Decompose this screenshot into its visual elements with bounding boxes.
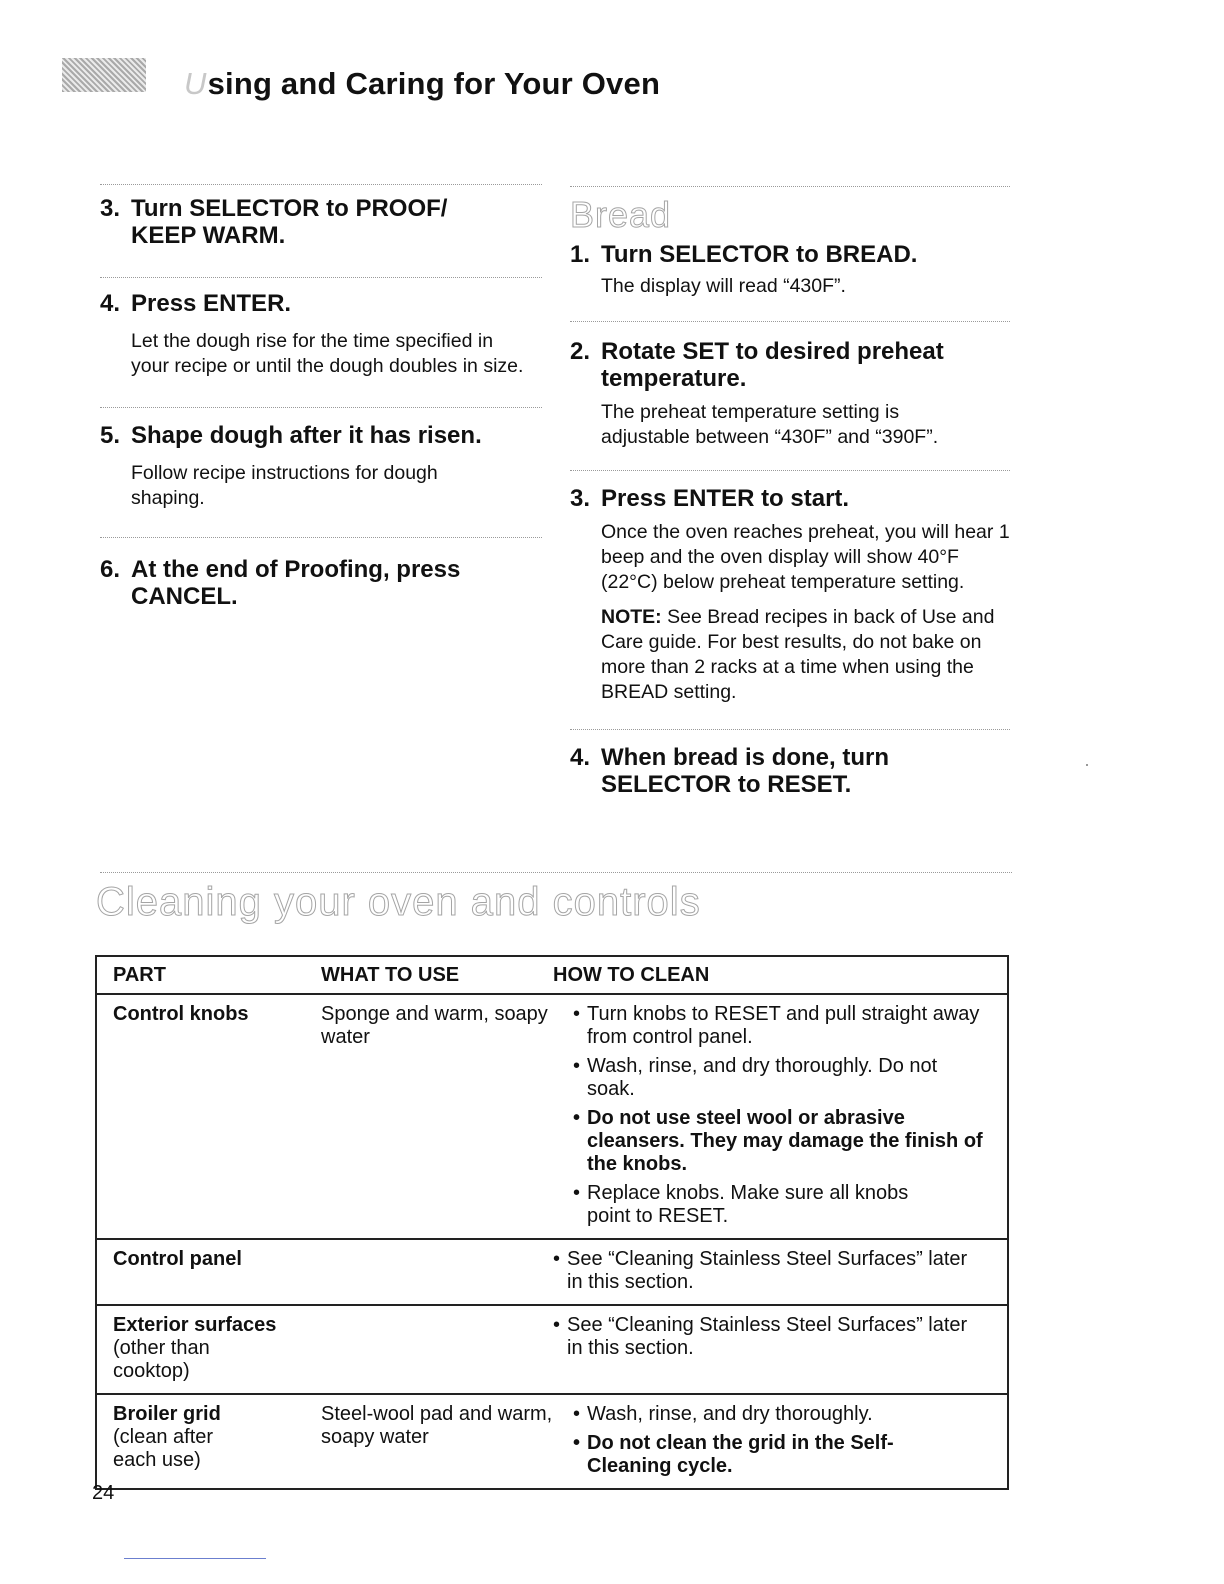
part-name: Broiler grid [113, 1403, 221, 1425]
instruction-text: Do not use steel wool or abrasive cleansers. They may damage the finish of the knobs. [587, 1107, 983, 1175]
divider [100, 184, 542, 185]
list-item: • Replace knobs. Make sure all knobs point to RESET. [573, 1182, 989, 1228]
instruction-text: Replace knobs. Make sure all knobs point to RESET. [587, 1182, 909, 1227]
step-heading: Turn SELECTOR to PROOF/ KEEP WARM. [131, 195, 448, 249]
step-description: The preheat temperature setting is adjustable between “430F” and “390F”. [601, 401, 939, 448]
how-to-clean [553, 1248, 1007, 1294]
divider [100, 537, 542, 538]
step-number: 2. [570, 338, 591, 365]
page-title-initial: U [184, 66, 207, 101]
header-logo [62, 58, 146, 92]
step-number: 6. [100, 556, 121, 583]
cleaning-table [95, 955, 1009, 1490]
step-number: 4. [570, 744, 591, 771]
what-to-use [321, 1314, 553, 1383]
stray-mark [1086, 764, 1088, 766]
what-to-use: Sponge and warm, soapy water [321, 1003, 548, 1048]
header-what-to-use: WHAT TO USE [321, 963, 460, 986]
table-header [97, 957, 1007, 995]
step-heading: When bread is done, turn SELECTOR to RESET. [601, 744, 890, 798]
how-to-clean [553, 1314, 1007, 1383]
bread-title: Bread [570, 194, 672, 235]
list-item: • Do not use steel wool or abrasive cleansers. They may damage the finish of the knobs. [573, 1107, 989, 1176]
instruction-text: See “Cleaning Stainless Steel Surfaces” later in this section. [567, 1314, 968, 1359]
table-row [97, 1306, 1007, 1395]
bread-section [570, 186, 1010, 798]
bread-note [601, 605, 1010, 705]
part-name: Exterior surfaces [113, 1314, 277, 1336]
proofing-step-4 [100, 290, 542, 379]
part-note: (clean after each use) [113, 1426, 214, 1471]
step-number: 3. [570, 485, 591, 512]
list-item: • Turn knobs to RESET and pull straight away from control panel. [573, 1003, 989, 1049]
step-number: 3. [100, 195, 121, 222]
how-to-clean [573, 1403, 1007, 1478]
table-row [97, 1395, 1007, 1488]
step-heading: Turn SELECTOR to BREAD. [601, 241, 918, 268]
what-to-use [321, 1248, 553, 1294]
list-item: • Wash, rinse, and dry thoroughly. Do not soak. [573, 1055, 989, 1101]
divider [100, 872, 1012, 873]
table-row [97, 995, 1007, 1240]
divider [570, 186, 1010, 187]
list-item: • See “Cleaning Stainless Steel Surfaces” later in this section. [553, 1314, 989, 1360]
note-text: See Bread recipes in back of Use and Care guide. For best results, do not bake on more than 2 racks at a time when using the BREAD setting. [601, 606, 995, 703]
cleaning-section-title: Cleaning your oven and controls [96, 880, 701, 924]
divider [570, 470, 1010, 471]
footer-rule [124, 1558, 266, 1559]
how-to-clean [573, 1003, 1007, 1228]
step-description: Once the oven reaches preheat, you will hear 1 beep and the oven display will show 40°F (22°C) below preheat temperature setting. [601, 521, 1010, 593]
bread-step-2 [570, 338, 1010, 450]
step-heading: Press ENTER to start. [601, 485, 850, 512]
step-heading: Press ENTER. [131, 290, 292, 317]
instruction-text: Do not clean the grid in the Self-Cleaning cycle. [587, 1432, 894, 1477]
divider [570, 321, 1010, 322]
proofing-step-3 [100, 195, 542, 249]
instruction-text: See “Cleaning Stainless Steel Surfaces” later in this section. [567, 1248, 968, 1293]
divider [570, 729, 1010, 730]
proofing-step-6 [100, 556, 542, 610]
step-number: 4. [100, 290, 121, 317]
bread-step-1 [570, 241, 1010, 299]
divider [100, 277, 542, 278]
step-heading: Rotate SET to desired preheat temperature. [601, 338, 944, 392]
proofing-steps [100, 184, 542, 610]
part-name: Control panel [113, 1248, 242, 1270]
list-item: • See “Cleaning Stainless Steel Surfaces” later in this section. [553, 1248, 989, 1294]
table-row [97, 1240, 1007, 1306]
step-description: Let the dough rise for the time specified in your recipe or until the dough doubles in size. [131, 330, 524, 377]
step-description: The display will read “430F”. [601, 275, 846, 297]
step-description: Follow recipe instructions for dough shaping. [131, 462, 438, 509]
page-title-text: sing and Caring for Your Oven [207, 66, 661, 101]
list-item: • Wash, rinse, and dry thoroughly. [573, 1403, 873, 1425]
bread-step-3 [570, 485, 1010, 705]
step-heading: Shape dough after it has risen. [131, 422, 482, 449]
step-number: 5. [100, 422, 121, 449]
proofing-step-5 [100, 422, 542, 511]
page-number: 24 [92, 1482, 115, 1504]
part-name: Control knobs [113, 1003, 249, 1025]
divider [100, 407, 542, 408]
instruction-text: Turn knobs to RESET and pull straight away from control panel. [587, 1003, 980, 1048]
header-how-to-clean: HOW TO CLEAN [553, 963, 710, 986]
instruction-text: Wash, rinse, and dry thoroughly. Do not soak. [587, 1055, 938, 1100]
page-title [184, 66, 660, 102]
list-item: • Do not clean the grid in the Self-Cleaning cycle. [573, 1432, 989, 1478]
step-heading: At the end of Proofing, press CANCEL. [131, 556, 461, 610]
bread-step-4 [570, 744, 1010, 798]
step-number: 1. [570, 241, 591, 268]
note-label: NOTE: [601, 606, 662, 628]
header-part: PART [113, 963, 166, 986]
instruction-text: Wash, rinse, and dry thoroughly. [587, 1403, 873, 1425]
what-to-use: Steel-wool pad and warm, soapy water [321, 1403, 553, 1448]
part-note: (other than cooktop) [113, 1337, 210, 1382]
